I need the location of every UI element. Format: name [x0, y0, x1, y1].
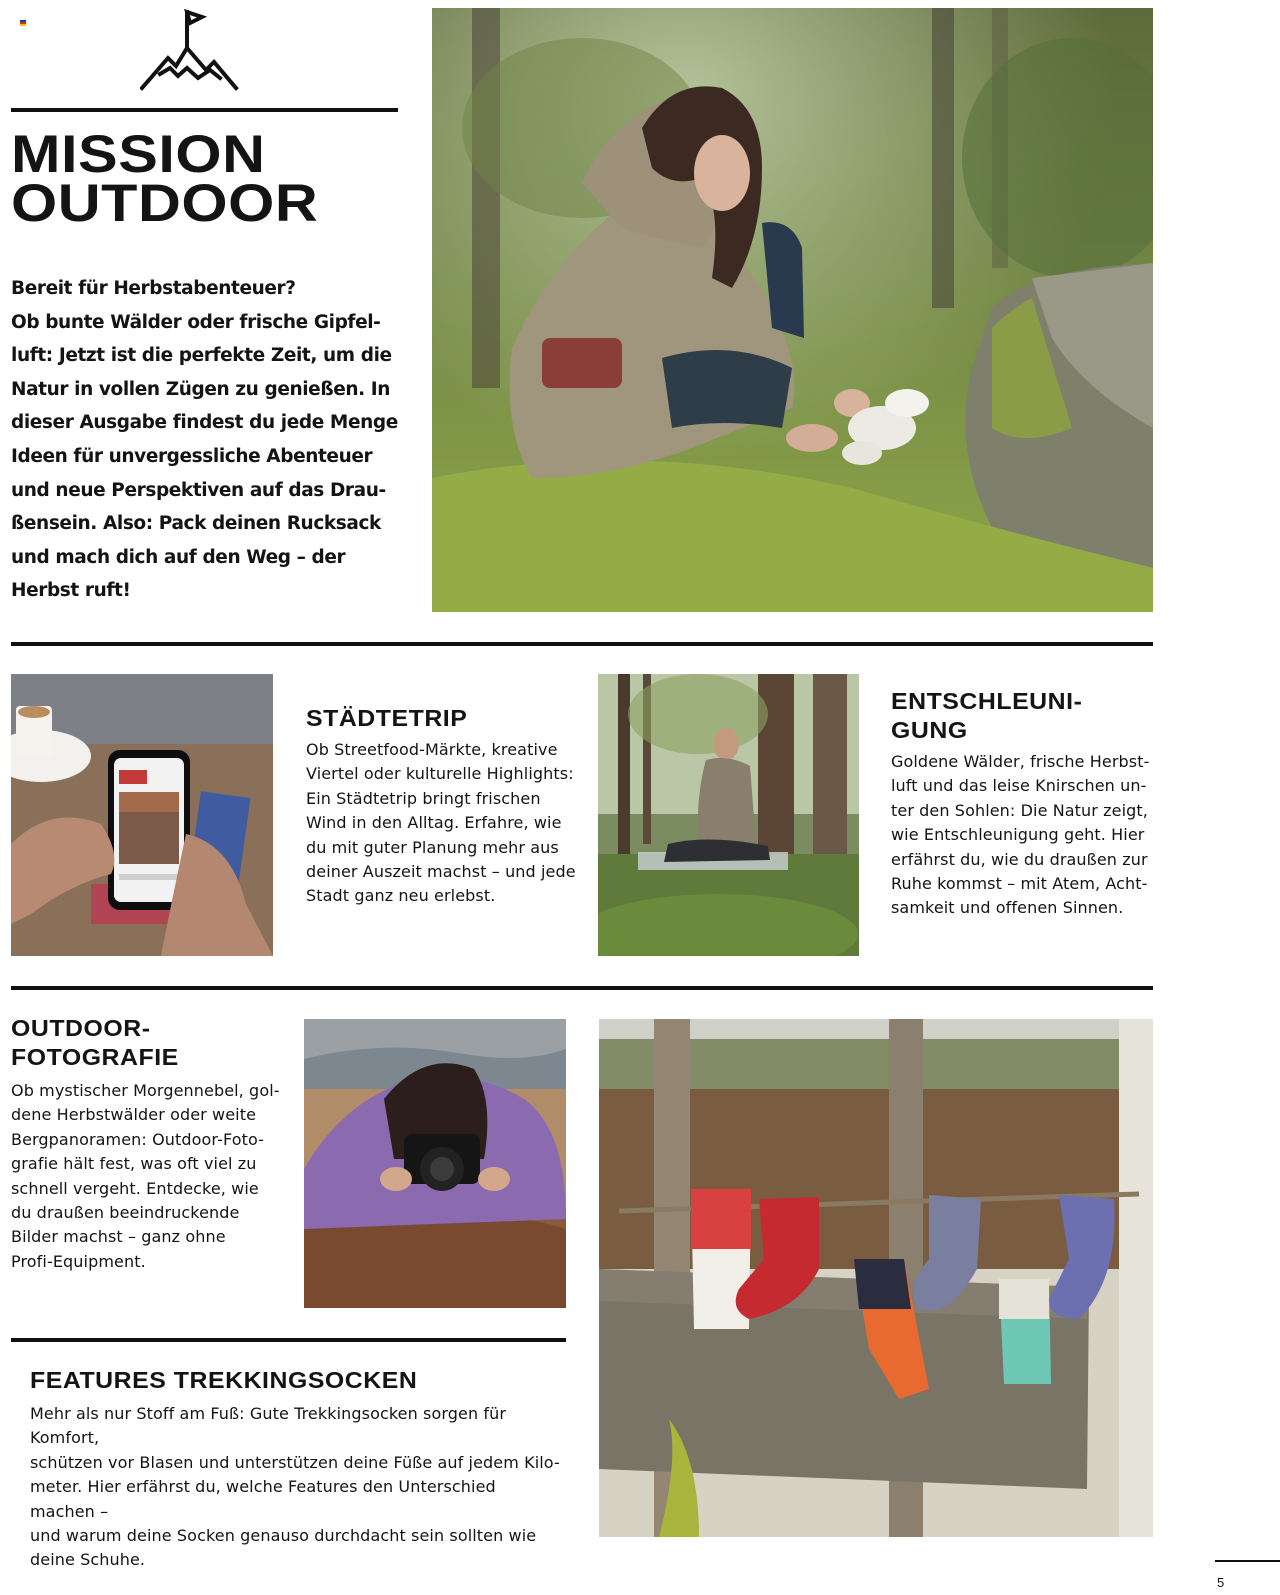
photo-man-meditating-forest	[598, 674, 859, 956]
body-line: Ob mystischer Morgennebel, gol-	[11, 1081, 280, 1100]
heading-line-2: GUNG	[891, 717, 968, 743]
divider	[11, 642, 1153, 646]
body-line: Bilder machst – ganz ohne	[11, 1227, 226, 1247]
body-line: samkeit und offenen Sinnen.	[891, 898, 1124, 918]
body-line: wie Entschleunigung geht. Hier	[891, 825, 1145, 845]
intro-line: Natur in vollen Zügen zu genießen. In	[11, 378, 391, 400]
page-number-rule	[1215, 1560, 1280, 1562]
intro-line: und mach dich auf den Weg – der	[11, 546, 346, 568]
body-line: Profi-Equipment.	[11, 1251, 146, 1271]
title-line-1: MISSION	[11, 125, 266, 184]
divider	[11, 986, 1153, 990]
photo-smartphone-city-guide	[11, 674, 273, 956]
body-line: luft und das leise Knirschen un-	[891, 776, 1147, 796]
hero-photo-mushroom-forager	[432, 8, 1153, 612]
intro-line: Bereit für Herbstabenteuer?	[11, 278, 296, 299]
section-body-entschleunigung	[891, 750, 1161, 921]
section-body-staedtetrip	[306, 738, 576, 909]
body-line: schützen vor Blasen und unterstützen deine Füße auf jedem Kilo-	[30, 1452, 560, 1472]
intro-line: luft: Jetzt ist die perfekte Zeit, um die	[11, 345, 392, 367]
mountain-flag-icon	[140, 8, 240, 92]
section-heading-staedtetrip: STÄDTETRIP	[306, 705, 468, 731]
heading-line-1: OUTDOOR-	[11, 1015, 151, 1041]
section-body-socken	[30, 1402, 565, 1573]
body-line: Ein Städtetrip bringt frischen	[306, 788, 541, 808]
body-line: Wind in den Alltag. Erfahre, wie	[306, 813, 562, 833]
section-heading-entschleunigung	[891, 687, 1183, 745]
body-line: ter den Sohlen: Die Natur zeigt,	[891, 800, 1148, 820]
divider	[11, 108, 398, 112]
intro-text	[11, 272, 401, 608]
photo-woman-with-camera	[304, 1019, 566, 1308]
section-heading-socken: FEATURES TREKKINGSOCKEN	[30, 1367, 418, 1393]
body-line: Viertel oder kulturelle Highlights:	[306, 764, 574, 784]
body-line: Bergpanoramen: Outdoor-Foto-	[11, 1129, 265, 1149]
section-heading-fotografie	[11, 1014, 303, 1072]
intro-line: Ob bunte Wälder oder frische Gipfel-	[11, 311, 381, 333]
intro-line: Ideen für unvergessliche Abenteuer	[11, 445, 373, 467]
section-body-fotografie	[11, 1079, 281, 1274]
intro-line: dieser Ausgabe findest du jede Menge	[11, 412, 398, 434]
body-line: dene Herbstwälder oder weite	[11, 1105, 257, 1125]
body-line: deiner Auszeit machst – und jede	[306, 862, 576, 882]
body-line: Ob Streetfood-Märkte, kreative	[306, 740, 558, 759]
title-line-2: OUTDOOR	[11, 174, 319, 233]
intro-line: ßensein. Also: Pack deinen Rucksack	[11, 513, 381, 535]
body-line: grafie hält fest, was oft viel zu	[11, 1154, 257, 1174]
photo-socks-on-welcome-sign	[599, 1019, 1153, 1537]
body-line: Goldene Wälder, frische Herbst-	[891, 752, 1150, 771]
intro-line: Herbst ruft!	[11, 580, 131, 602]
body-line: Mehr als nur Stoff am Fuß: Gute Trekkingsocken sorgen für Komfort,	[30, 1404, 507, 1448]
body-line: du mit guter Planung mehr aus	[306, 837, 559, 857]
body-line: deine Schuhe.	[30, 1550, 146, 1570]
body-line: Ruhe kommst – mit Atem, Acht-	[891, 874, 1148, 894]
body-line: du draußen beeindruckende	[11, 1203, 240, 1223]
body-line: meter. Hier erfährst du, welche Features den Unterschied machen –	[30, 1477, 496, 1521]
intro-line: und neue Perspektiven auf das Drau-	[11, 479, 386, 501]
body-line: Stadt ganz neu erlebst.	[306, 886, 496, 906]
page-number: 5	[1217, 1575, 1225, 1590]
flag-mark-icon	[20, 20, 26, 26]
body-line: und warum deine Socken genauso durchdacht sein sollten wie	[30, 1526, 537, 1546]
body-line: erfährst du, wie du draußen zur	[891, 849, 1148, 869]
body-line: schnell vergeht. Entdecke, wie	[11, 1178, 259, 1198]
heading-line-1: ENTSCHLEUNI-	[891, 688, 1083, 714]
heading-line-2: FOTOGRAFIE	[11, 1044, 179, 1070]
divider	[11, 1338, 566, 1342]
page-title	[11, 125, 448, 233]
